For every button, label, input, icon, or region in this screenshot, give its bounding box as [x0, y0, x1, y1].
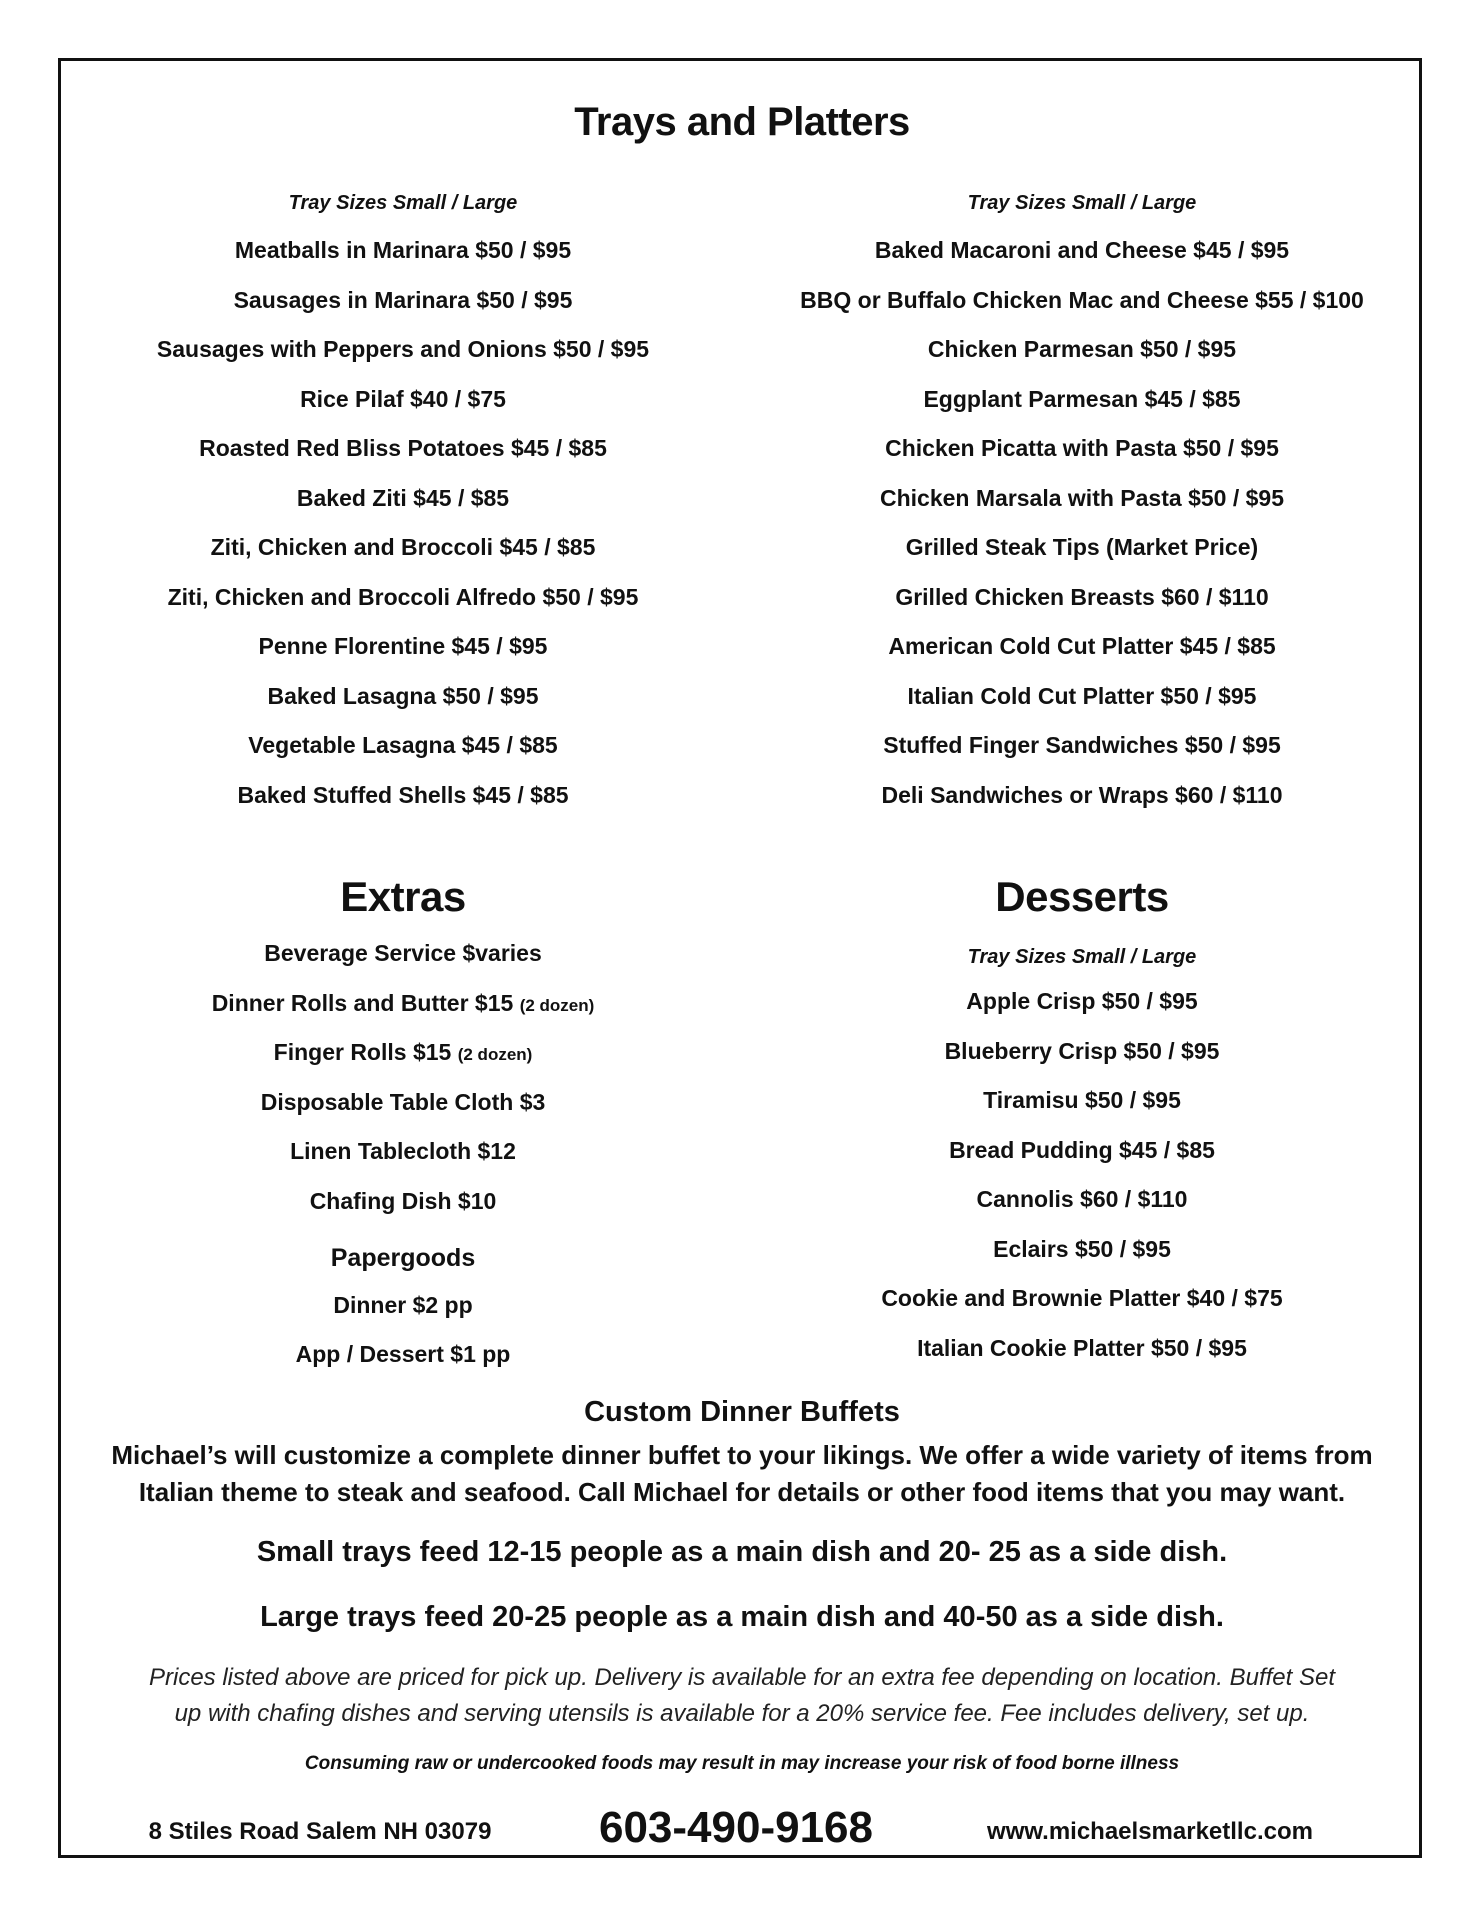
extras-item-quantity-note: (2 dozen)	[457, 1045, 533, 1064]
tray-menu-item: Meatballs in Marinara $50 / $95	[234, 237, 572, 263]
food-safety-warning: Consuming raw or undercooked foods may result in may increase your risk of food borne illness	[304, 1753, 1180, 1774]
extras-item-label: Beverage Service $varies	[264, 940, 542, 966]
tray-menu-item: Chicken Parmesan $50 / $95	[927, 336, 1237, 362]
tray-menu-item: American Cold Cut Platter $45 / $85	[888, 633, 1276, 659]
papergoods-title: Papergoods	[330, 1244, 476, 1272]
tray-menu-item: Ziti, Chicken and Broccoli Alfredo $50 / $95	[167, 583, 639, 610]
papergoods-item: App / Dessert $1 pp	[295, 1341, 511, 1367]
large-tray-serving: Large trays feed 20-25 people as a main dish and 40-50 as a side dish.	[260, 1601, 1224, 1633]
right-tray-subhead: Tray Sizes Small / Large	[967, 192, 1197, 214]
tray-menu-item: Baked Stuffed Shells $45 / $85	[237, 781, 569, 808]
desserts-subhead: Tray Sizes Small / Large	[967, 946, 1197, 968]
tray-menu-item: Chicken Picatta with Pasta $50 / $95	[885, 435, 1279, 461]
extras-item	[88, 990, 718, 1017]
papergoods-item: Dinner $2 pp	[333, 1292, 473, 1318]
dessert-item: Eclairs $50 / $95	[993, 1235, 1171, 1262]
footer-phone[interactable]: 603-490-9168	[598, 1803, 873, 1852]
extras-heading: Extras	[340, 873, 466, 920]
extras-item-quantity-note: (2 dozen)	[519, 995, 595, 1015]
tray-menu-item: Sausages with Peppers and Onions $50 / $95	[156, 336, 650, 362]
footer-address: 8 Stiles Road Salem NH 03079	[148, 1818, 492, 1845]
extras-item-label: Linen Tablecloth $12	[290, 1138, 516, 1164]
tray-menu-item: Roasted Red Bliss Potatoes $45 / $85	[199, 435, 607, 461]
dessert-item: Tiramisu $50 / $95	[983, 1087, 1181, 1113]
extras-item	[88, 1188, 718, 1215]
dessert-item: Bread Pudding $45 / $85	[949, 1136, 1215, 1163]
extras-item-label: Disposable Table Cloth $3	[260, 1088, 546, 1115]
tray-menu-item: Chicken Marsala with Pasta $50 / $95	[880, 484, 1284, 511]
dessert-item: Italian Cookie Platter $50 / $95	[917, 1334, 1247, 1361]
extras-item	[88, 1138, 718, 1165]
tray-menu-item: Baked Lasagna $50 / $95	[267, 682, 539, 709]
tray-menu-item: Rice Pilaf $40 / $75	[300, 385, 506, 412]
custom-buffets-line-1: Michael’s will customize a complete dinner buffet to your likings. We offer a wide variety of items from	[111, 1440, 1373, 1470]
extras-item	[88, 1089, 718, 1116]
tray-menu-item: Deli Sandwiches or Wraps $60 / $110	[881, 781, 1283, 808]
extras-item-label: Dinner Rolls and Butter $15	[211, 989, 514, 1016]
dessert-item: Blueberry Crisp $50 / $95	[944, 1037, 1220, 1064]
tray-menu-item: Baked Macaroni and Cheese $45 / $95	[874, 237, 1290, 263]
tray-menu-item: Baked Ziti $45 / $85	[296, 484, 510, 511]
tray-menu-item: Grilled Steak Tips (Market Price)	[905, 534, 1259, 560]
dessert-item: Apple Crisp $50 / $95	[966, 988, 1198, 1014]
tray-menu-item: Ziti, Chicken and Broccoli $45 / $85	[210, 534, 596, 560]
tray-menu-item: Sausages in Marinara $50 / $95	[233, 286, 573, 313]
extras-item	[88, 940, 718, 967]
dessert-item: Cannolis $60 / $110	[976, 1186, 1188, 1212]
footer-website[interactable]: www.michaelsmarketllc.com	[987, 1818, 1313, 1845]
pricing-note-line-2: up with chafing dishes and serving utensils is available for a 20% service fee. Fee includes delivery, set up.	[174, 1700, 1310, 1727]
tray-menu-item: Stuffed Finger Sandwiches $50 / $95	[883, 732, 1281, 758]
extras-item	[88, 1039, 718, 1066]
pricing-note-line-1: Prices listed above are priced for pick up. Delivery is available for an extra fee depending on location. Buffet Set	[149, 1664, 1335, 1691]
custom-buffets-line-2: Italian theme to steak and seafood. Call Michael for details or other food items that you may want.	[138, 1477, 1346, 1507]
left-tray-subhead: Tray Sizes Small / Large	[288, 192, 518, 214]
tray-menu-item: Eggplant Parmesan $45 / $85	[923, 385, 1241, 412]
small-tray-serving: Small trays feed 12-15 people as a main dish and 20- 25 as a side dish.	[256, 1536, 1228, 1568]
dessert-item: Cookie and Brownie Platter $40 / $75	[881, 1285, 1283, 1311]
custom-buffets-title: Custom Dinner Buffets	[584, 1396, 900, 1428]
tray-menu-item: BBQ or Buffalo Chicken Mac and Cheese $55 / $100	[800, 286, 1364, 313]
tray-menu-item: Italian Cold Cut Platter $50 / $95	[907, 682, 1257, 709]
desserts-heading: Desserts	[995, 873, 1169, 920]
tray-menu-item: Vegetable Lasagna $45 / $85	[248, 732, 558, 758]
tray-menu-item: Penne Florentine $45 / $95	[258, 633, 548, 659]
tray-menu-item: Grilled Chicken Breasts $60 / $110	[895, 583, 1269, 610]
extras-item-label: Finger Rolls $15	[273, 1039, 452, 1065]
extras-item-label: Chafing Dish $10	[309, 1187, 497, 1214]
page-title: Trays and Platters	[574, 100, 910, 144]
